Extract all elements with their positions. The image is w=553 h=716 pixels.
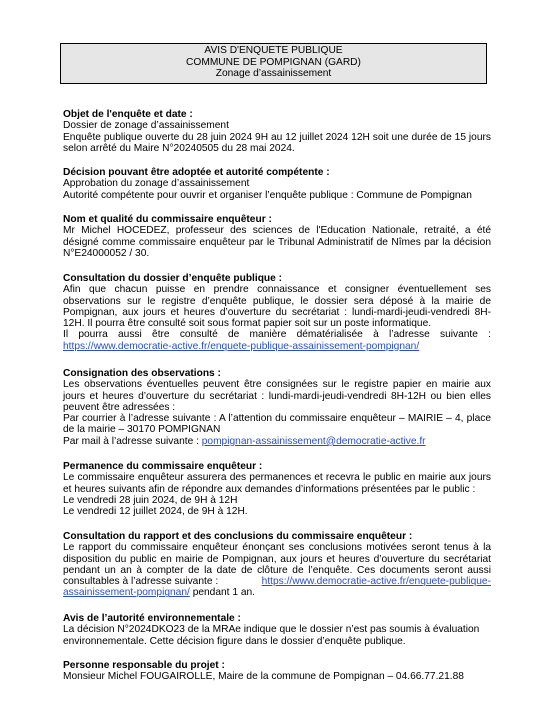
text-line: Monsieur Michel FOUGAIROLLE, Maire de la commune de Pompignan – 04.66.77.21.88 [63, 671, 464, 683]
text-line: Le vendredi 12 juillet 2024, de 9H à 12H. [63, 506, 248, 518]
section-responsable [63, 660, 491, 683]
section-consultation [63, 273, 491, 352]
text-line: La décision N°2024DKO23 de la MRAe indique que le dossier n’est pas soumis à évaluation [63, 624, 480, 636]
header-commune: COMMUNE DE POMPIGNAN (GARD) [186, 56, 361, 68]
text-line: pendant un an à compter de la date de clôture de l’enquête. Ces documents seront aussi [63, 564, 491, 576]
section-title: Consignation des observations : [63, 368, 221, 379]
rapport-link-continued[interactable]: assainissement-pompignan/ [63, 587, 190, 599]
text-line: environnementale. Cette décision figure dans le dossier d’enquête publique. [63, 635, 406, 647]
notice-header-box [60, 43, 487, 84]
text-line: observations sur le registre d’enquête publique, le dossier sera déposé à la mairie de [63, 295, 491, 307]
rapport-duration: pendant 1 an. [189, 587, 256, 599]
section-commissaire [63, 214, 491, 259]
section-avis-autorite [63, 613, 491, 647]
rapport-link[interactable]: https://www.democratie-active.fr/enquete-publique- [261, 576, 491, 588]
section-consignation [63, 368, 491, 447]
text-line [63, 436, 491, 447]
text-line [63, 587, 491, 598]
header-subject: Zonage d’assainissement [215, 68, 332, 79]
text-line: Il pourra aussi être consulté de manière dématérialisée à l’adresse suivante : [63, 329, 491, 341]
text-line: peuvent être adressées : [63, 401, 176, 413]
text-line: selon arrêté du Maire N°20240505 du 28 mai 2024. [63, 142, 295, 154]
section-title: Avis de l’autorité environnementale : [63, 613, 241, 624]
text-line: Par courrier à l’adresse suivante : A l’attention du commissaire enquêteur – MAIRIE – 4, place [63, 413, 491, 425]
text-line: jours et heures d’ouverture du secrétariat : lundi-mardi-jeudi-vendredi 8H-12H ou bien elles [63, 390, 491, 402]
section-title: Objet de l'enquête et date : [63, 109, 193, 120]
section-title: Nom et qualité du commissaire enquêteur : [63, 214, 272, 225]
section-rapport [63, 531, 491, 599]
text-line: Le commissaire enquêteur assurera des permanences et recevra le public en mairie aux jours [63, 472, 491, 484]
text-line: désigné comme commissaire enquêteur par le Tribunal Administratif de Nîmes par la décision [63, 236, 491, 248]
section-title: Consultation du rapport et des conclusions du commissaire enquêteur : [63, 531, 413, 542]
mail-label: Par mail à l’adresse suivante : [63, 435, 202, 447]
section-title: Permanence du commissaire enquêteur : [63, 461, 263, 472]
section-title: Consultation du dossier d’enquête publique : [63, 273, 283, 284]
text-line: Approbation du zonage d’assainissement [63, 178, 250, 190]
text-line: Pompignan, aux jours et heures d’ouverture du secrétariat : lundi-mardi-jeudi-vendredi 8H- [63, 306, 491, 318]
header-title: AVIS D'ENQUETE PUBLIQUE [204, 45, 343, 56]
text-line: N°E24000052 / 30. [63, 247, 150, 259]
text-line: Dossier de zonage d’assainissement [63, 120, 229, 132]
text-line: disposition du public en mairie de Pompignan, aux jours et heures d’ouverture du secrétariat [63, 553, 491, 565]
text-line: Le rapport du commissaire enquêteur énonçant ses conclusions motivées seront tenus à la [63, 542, 491, 554]
section-permanence [63, 461, 491, 517]
text-line: Mr Michel HOCEDEZ, professeur des sciences de l'Education Nationale, retraité, a été [63, 225, 491, 237]
text-line: et heures suivants afin de répondre aux demandes d’informations présentées par le public : [63, 483, 476, 495]
section-title: Décision pouvant être adoptée et autorité compétente : [63, 167, 330, 178]
text-line: Afin que chacun puisse en prendre connaissance et consigner éventuellement ses [63, 284, 491, 296]
section-decision [63, 167, 491, 201]
mail-link[interactable]: pompignan-assainissement@democratie-active.fr [201, 435, 426, 447]
text-line: 12H. Il pourra être consulté soit sous format papier soit sur un poste informatique. [63, 318, 432, 330]
section-objet [63, 109, 491, 154]
text-line: Autorité compétente pour ouvrir et organiser l’enquête publique : Commune de Pompignan [63, 189, 472, 201]
dossier-link[interactable]: https://www.democratie-active.fr/enquete-publique-assainissement-pompignan/ [63, 340, 420, 352]
text-line [63, 576, 491, 587]
text-line: Les observations éventuelles peuvent être consignées sur le registre papier en mairie aux [63, 379, 491, 391]
text-line: Enquête publique ouverte du 28 juin 2024 9H au 12 juillet 2024 12H soit une durée de 15 jours [63, 131, 491, 143]
section-title: Personne responsable du projet : [63, 660, 225, 671]
text-line: de la mairie – 30170 POMPIGNAN [63, 424, 221, 436]
text-line: Le vendredi 28 juin 2024, de 9H à 12H [63, 494, 238, 506]
rapport-address-label: consultables à l’adresse suivante : [63, 576, 219, 588]
